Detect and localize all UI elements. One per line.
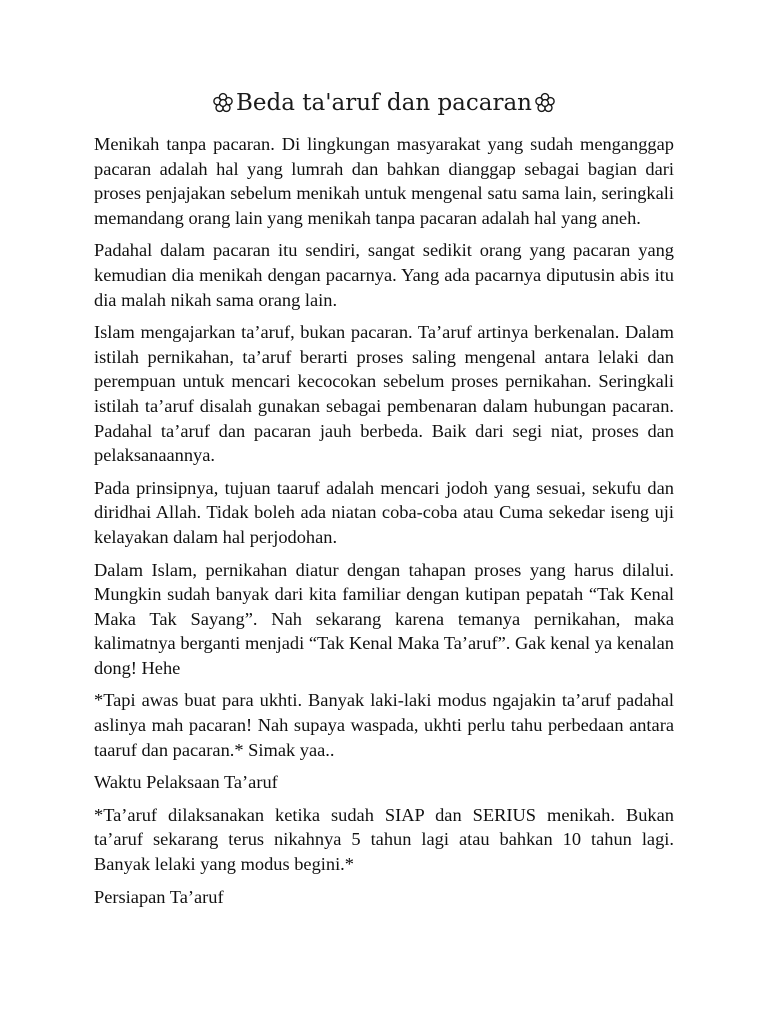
paragraph: Padahal dalam pacaran itu sendiri, sangat sedikit orang yang pacaran yang kemudian dia menikah dengan pacarnya. Yang ada pacarnya diputusin abis itu dia malah nikah sama orang lain.: [94, 240, 674, 310]
paragraph: Pada prinsipnya, tujuan taaruf adalah mencari jodoh yang sesuai, sekufu dan diridhai Allah. Tidak boleh ada niatan coba-coba atau Cuma sekedar iseng uji kelayakan dalam hal perjodohan.: [94, 477, 674, 547]
section-heading: Waktu Pelaksaan Ta’aruf: [94, 772, 278, 793]
flower-icon: [534, 92, 556, 114]
paragraph: *Tapi awas buat para ukhti. Banyak laki-laki modus ngajakin ta’aruf padahal aslinya mah pacaran! Nah supaya waspada, ukhti perlu tahu perbedaan antara taaruf dan pacaran.* Simak yaa..: [94, 690, 674, 760]
title-row: [94, 86, 674, 120]
paragraph: Menikah tanpa pacaran. Di lingkungan masyarakat yang sudah menganggap pacaran adalah hal yang lumrah dan bahkan dianggap sebagai bagian dari proses penjajakan sebelum menikah untuk mengenal satu sama lain, seringkali memandang orang lain yang menikah tanpa pacaran adalah hal yang aneh.: [94, 134, 674, 228]
paragraph: Islam mengajarkan ta’aruf, bukan pacaran. Ta’aruf artinya berkenalan. Dalam istilah pernikahan, ta’aruf berarti proses saling mengenal antara lelaki dan perempuan untuk mencari kecocokan sebelum proses pernikahan. Seringkali istilah ta’aruf disalah gunakan sebagai pembenaran dalam hubungan pacaran. Padahal ta’aruf dan pacaran jauh berbeda. Baik dari segi niat, proses dan pelaksanaannya.: [94, 322, 674, 466]
paragraph: Dalam Islam, pernikahan diatur dengan tahapan proses yang harus dilalui. Mungkin sudah banyak dari kita familiar dengan kutipan pepatah “Tak Kenal Maka Tak Sayang”. Nah sekarang karena temanya pernikahan, maka kalimatnya berganti menjadi “Tak Kenal Maka Ta’aruf”. Gak kenal ya kenalan dong! Hehe: [94, 559, 674, 678]
flower-icon: [212, 92, 234, 114]
page-title: Beda ta'aruf dan pacaran: [236, 90, 532, 116]
paragraph: *Ta’aruf dilaksanakan ketika sudah SIAP dan SERIUS menikah. Bukan ta’aruf sekarang terus nikahnya 5 tahun lagi atau bahkan 10 tahun lagi. Banyak lelaki yang modus begini.*: [94, 804, 674, 875]
section-heading: Persiapan Ta’aruf: [94, 886, 224, 907]
